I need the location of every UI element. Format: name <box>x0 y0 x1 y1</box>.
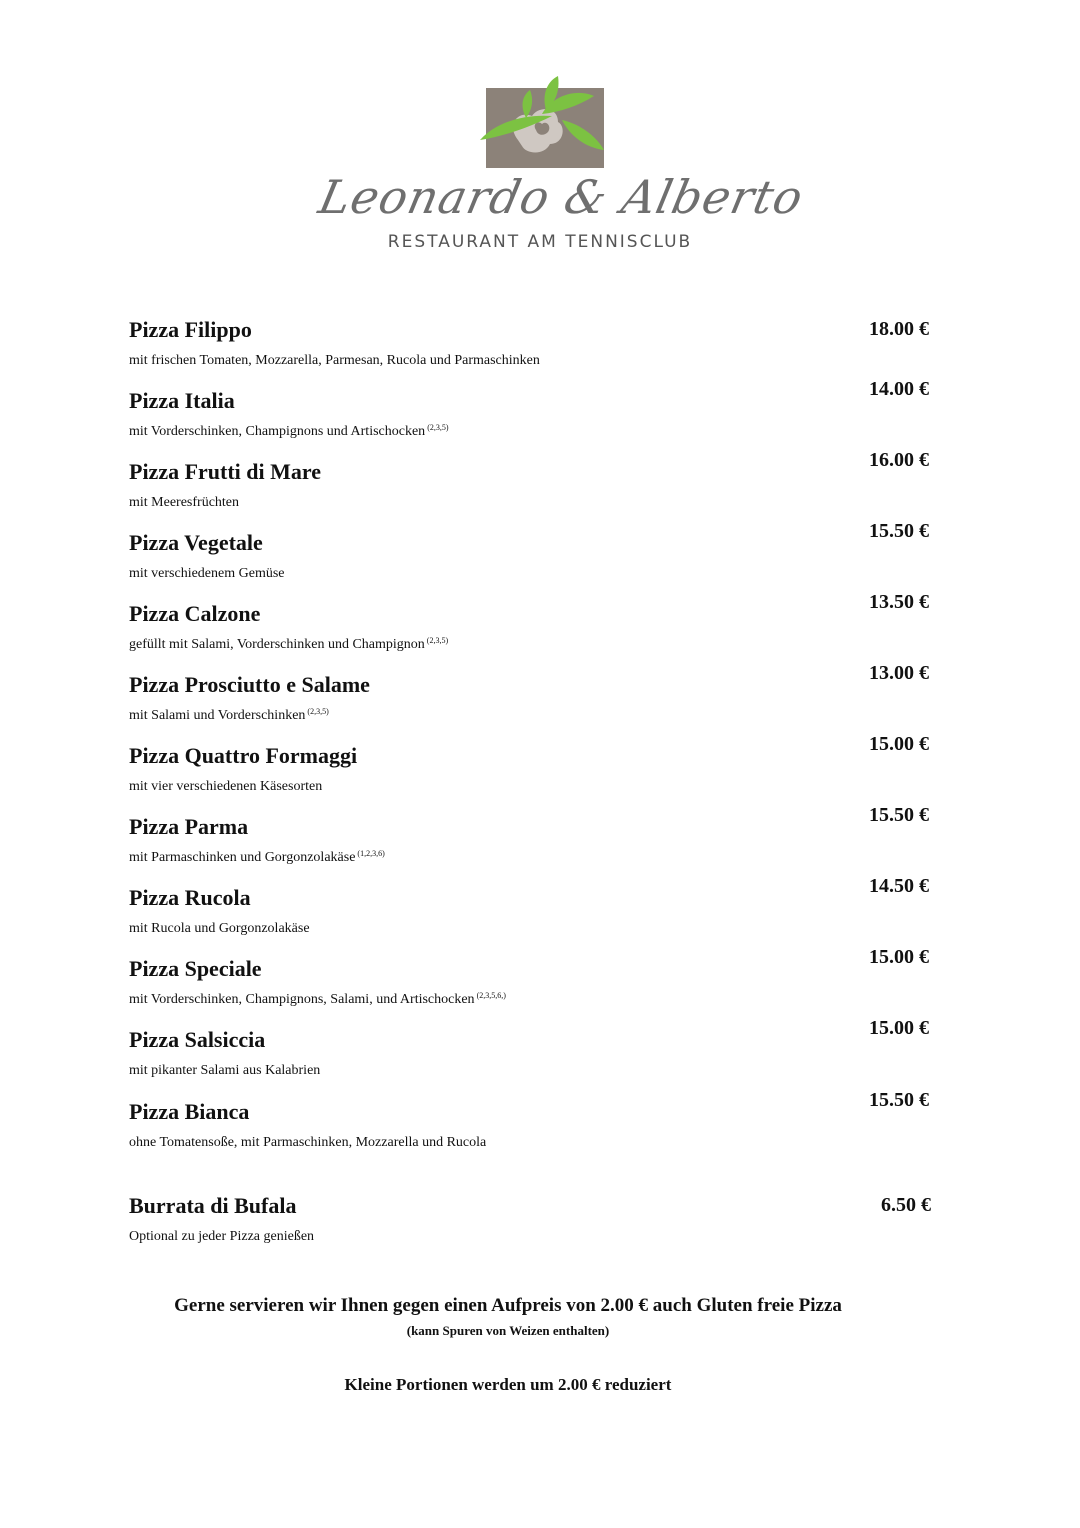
item-description-text: mit Rucola und Gorgonzolakäse <box>129 921 310 936</box>
item-description-text: mit Salami und Vorderschinken <box>129 708 306 723</box>
item-name: Pizza Rucola <box>129 885 251 910</box>
item-description <box>129 702 329 726</box>
menu-item <box>129 804 929 873</box>
menu-item <box>129 591 929 660</box>
menu-item <box>129 946 929 1015</box>
menu-item <box>129 662 929 731</box>
item-price: 14.00 € <box>869 378 929 400</box>
item-price: 15.00 € <box>869 946 929 968</box>
item-description-text: mit Meeresfrüchten <box>129 495 240 510</box>
item-price: 15.50 € <box>869 520 929 542</box>
item-description-text: mit verschiedenem Gemüse <box>129 566 285 581</box>
item-price: 6.50 € <box>881 1194 931 1216</box>
item-price: 15.50 € <box>869 1089 929 1111</box>
item-name: Pizza Vegetale <box>129 530 263 555</box>
allergen-note: (2,3,5,6,) <box>476 991 506 1000</box>
restaurant-logo <box>314 70 809 260</box>
item-price: 18.00 € <box>869 318 929 340</box>
item-description <box>129 915 312 939</box>
item-description <box>129 1129 488 1153</box>
item-price: 13.50 € <box>869 591 929 613</box>
logo-subtitle: RESTAURANT AM TENNISCLUB <box>387 232 693 252</box>
gluten-free-note: Gerne servieren wir Ihnen gegen einen Aufpreis von 2.00 € auch Gluten freie Pizza <box>174 1295 842 1316</box>
item-description <box>129 560 287 584</box>
item-name: Pizza Filippo <box>129 317 252 342</box>
item-description <box>129 773 324 797</box>
item-price: 14.50 € <box>869 875 929 897</box>
item-description-text: mit Vorderschinken, Champignons, Salami, und Artischocken <box>129 992 475 1007</box>
menu-item <box>129 520 929 589</box>
item-price: 15.00 € <box>869 1017 929 1039</box>
item-description <box>129 489 241 513</box>
item-name: Pizza Quattro Formaggi <box>129 743 358 768</box>
item-name: Pizza Parma <box>129 814 249 839</box>
item-description-text: mit Vorderschinken, Champignons und Artischocken <box>129 424 426 439</box>
allergen-note: (2,3,5) <box>307 707 329 716</box>
item-description <box>129 844 385 868</box>
allergen-note: (1,2,3,6) <box>357 849 385 858</box>
menu-item <box>129 733 929 802</box>
item-description <box>129 1057 322 1081</box>
item-description <box>129 986 506 1010</box>
small-portions-note: Kleine Portionen werden um 2.00 € reduziert <box>344 1375 672 1394</box>
item-description-text: mit frischen Tomaten, Mozzarella, Parmesan, Rucola und Parmaschinken <box>129 353 540 368</box>
menu-item <box>129 378 929 447</box>
item-description-text: mit Parmaschinken und Gorgonzolakäse <box>129 850 356 865</box>
item-description-text: gefüllt mit Salami, Vorderschinken und Champignon <box>129 637 425 652</box>
item-name: Burrata di Bufala <box>129 1193 297 1218</box>
item-description-text: mit pikanter Salami aus Kalabrien <box>129 1063 321 1078</box>
item-name: Pizza Calzone <box>129 601 261 626</box>
item-price: 15.00 € <box>869 733 929 755</box>
item-price: 13.00 € <box>869 662 929 684</box>
menu-item <box>129 875 929 944</box>
item-name: Pizza Bianca <box>129 1099 250 1124</box>
item-name: Pizza Italia <box>129 388 235 413</box>
allergen-note: (2,3,5) <box>427 423 449 432</box>
item-name: Pizza Speciale <box>129 956 262 981</box>
item-name: Pizza Salsiccia <box>129 1027 266 1052</box>
allergen-note: (2,3,5) <box>426 636 449 645</box>
menu-item-extra <box>129 1190 929 1252</box>
item-description <box>129 1223 316 1247</box>
item-description-text: mit vier verschiedenen Käsesorten <box>129 779 323 794</box>
olive-leaf-logo-icon <box>466 70 616 170</box>
logo-script-text: Leonardo & Alberto <box>314 170 809 224</box>
menu-item <box>129 449 929 518</box>
item-description-text: Optional zu jeder Pizza genießen <box>129 1229 315 1244</box>
menu-item <box>129 1017 929 1086</box>
gluten-free-subnote: (kann Spuren von Weizen enthalten) <box>406 1323 610 1338</box>
item-name: Pizza Frutti di Mare <box>129 459 322 484</box>
logo-script-name <box>314 162 809 232</box>
item-description <box>129 347 542 371</box>
item-description-text: ohne Tomatensoße, mit Parmaschinken, Mozzarella und Rucola <box>129 1135 487 1150</box>
menu-item <box>129 1089 929 1158</box>
item-description <box>129 631 448 655</box>
menu-item <box>129 314 929 376</box>
item-price: 15.50 € <box>869 804 929 826</box>
item-price: 16.00 € <box>869 449 929 471</box>
item-name: Pizza Prosciutto e Salame <box>129 672 370 697</box>
item-description <box>129 418 449 442</box>
